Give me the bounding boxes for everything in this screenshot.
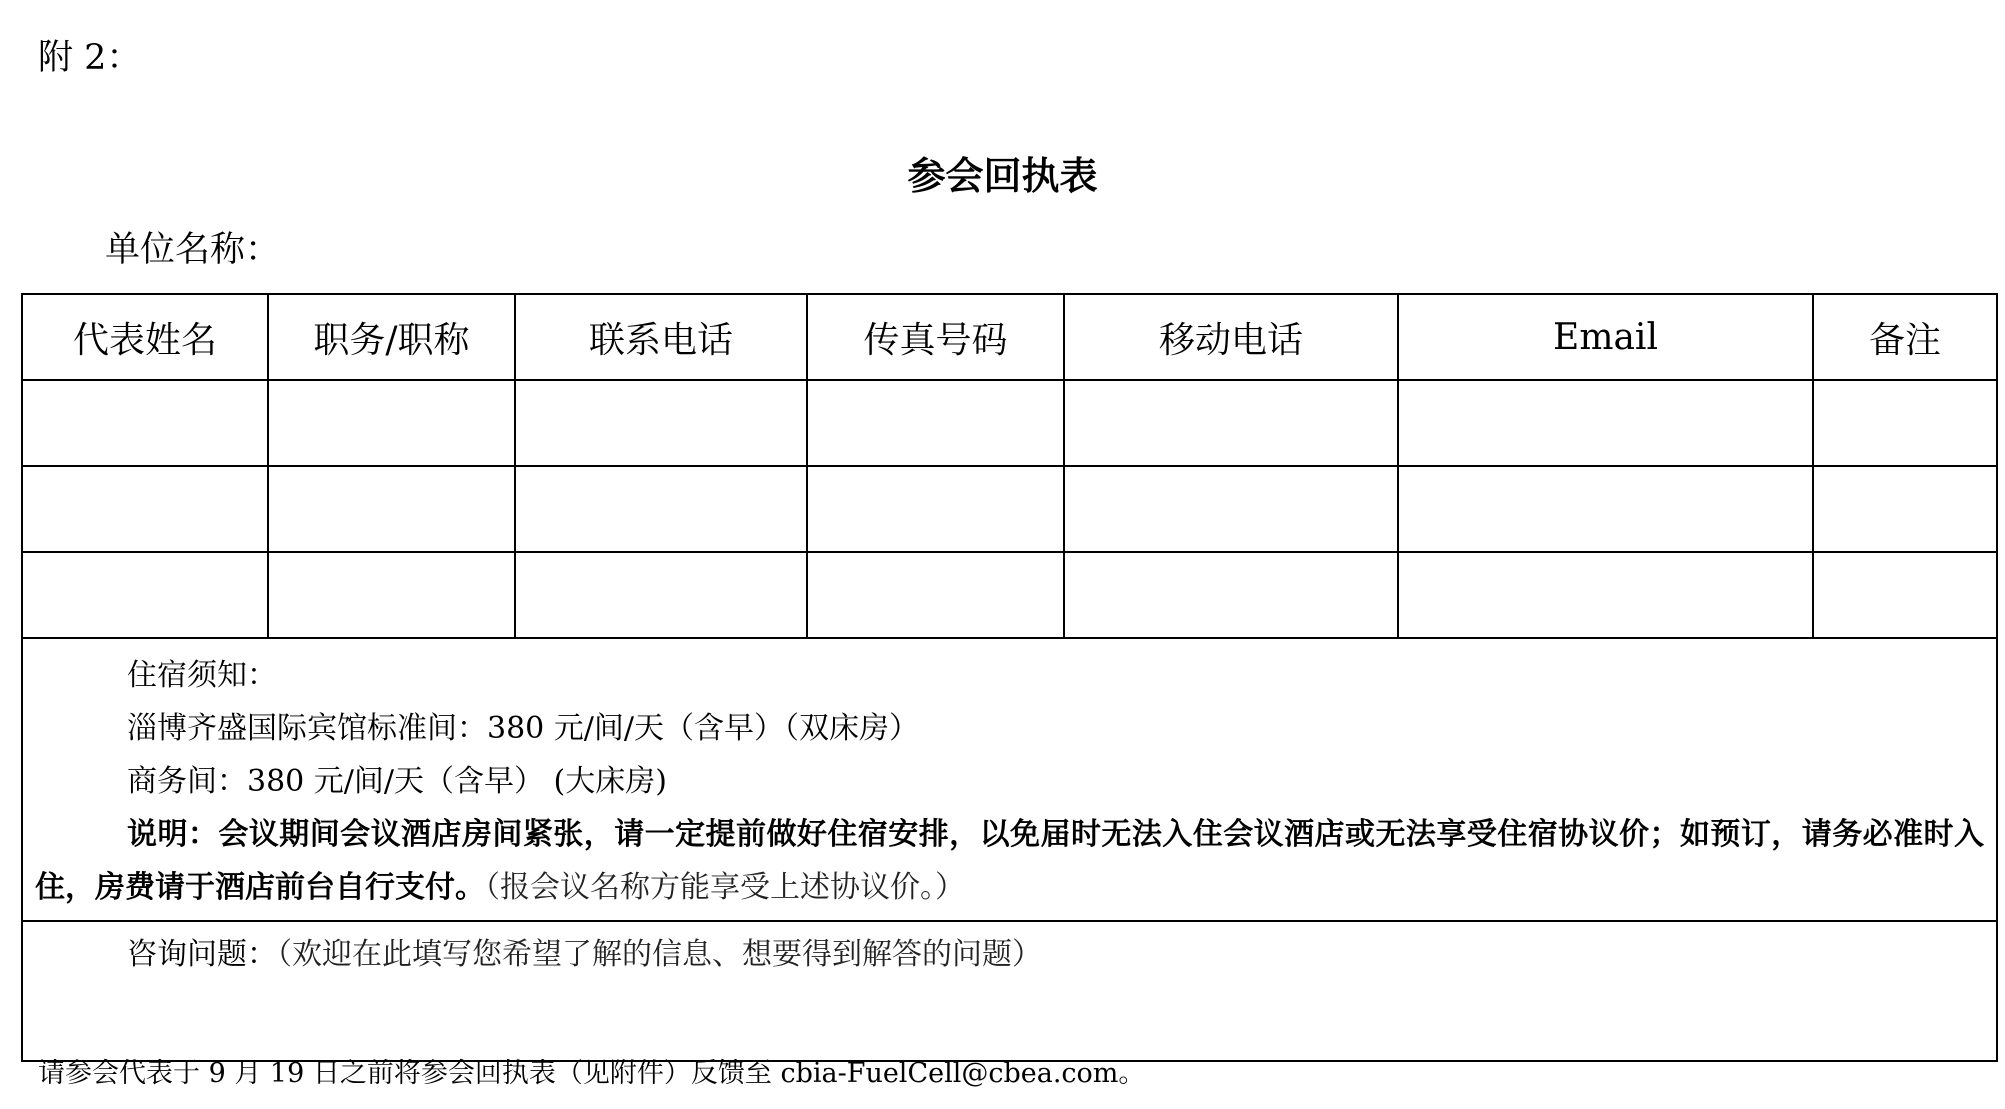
cell-email-input[interactable] bbox=[1398, 552, 1813, 638]
standard-room-price: 淄博齐盛国际宾馆标准间：380 元/间/天（含早）（双床房） bbox=[127, 711, 920, 746]
cell-email-input[interactable] bbox=[1398, 466, 1813, 552]
notice-description-bold: 说明：会议期间会议酒店房间紧张，请一定提前做好住宿安排，以免届时无法入住会议酒店或无法享受住宿协议价；如预订，请务必准时入住，房费请于酒店前台自行支付。 bbox=[35, 817, 1984, 905]
column-header-mobile: 移动电话 bbox=[1064, 294, 1398, 380]
table-row bbox=[22, 552, 1997, 638]
cell-phone-input[interactable] bbox=[515, 466, 807, 552]
cell-email-input[interactable] bbox=[1398, 380, 1813, 466]
cell-remarks-input[interactable] bbox=[1813, 380, 1997, 466]
cell-mobile-input[interactable] bbox=[1064, 466, 1398, 552]
cell-phone-input[interactable] bbox=[515, 380, 807, 466]
cell-title-input[interactable] bbox=[268, 380, 515, 466]
cell-title-input[interactable] bbox=[268, 466, 515, 552]
footer-instruction: 请参会代表于 9 月 19 日之前将参会回执表（见附件）反馈至 cbia-FuelCell@cbea.com。 bbox=[38, 1058, 1146, 1089]
consult-row bbox=[22, 921, 1997, 1061]
cell-remarks-input[interactable] bbox=[1813, 466, 1997, 552]
table-header-row bbox=[22, 294, 1997, 380]
cell-fax-input[interactable] bbox=[807, 380, 1064, 466]
unit-name-label: 单位名称： bbox=[105, 230, 281, 270]
column-header-email: Email bbox=[1398, 294, 1813, 380]
consult-label: 咨询问题： bbox=[127, 937, 277, 972]
cell-remarks-input[interactable] bbox=[1813, 552, 1997, 638]
cell-name-input[interactable] bbox=[22, 552, 268, 638]
cell-fax-input[interactable] bbox=[807, 552, 1064, 638]
column-header-name: 代表姓名 bbox=[22, 294, 268, 380]
appendix-label: 附 2： bbox=[38, 38, 142, 78]
column-header-fax: 传真号码 bbox=[807, 294, 1064, 380]
column-header-phone: 联系电话 bbox=[515, 294, 807, 380]
cell-mobile-input[interactable] bbox=[1064, 380, 1398, 466]
column-header-remarks: 备注 bbox=[1813, 294, 1997, 380]
table-row bbox=[22, 380, 1997, 466]
accommodation-notice-cell bbox=[22, 638, 1997, 921]
cell-fax-input[interactable] bbox=[807, 466, 1064, 552]
registration-table bbox=[21, 293, 1998, 1062]
consult-hint: （欢迎在此填写您希望了解的信息、想要得到解答的问题） bbox=[277, 937, 1042, 972]
notice-description-note: （报会议名称方能享受上述协议价。） bbox=[485, 870, 965, 905]
table-row bbox=[22, 466, 1997, 552]
column-header-title: 职务/职称 bbox=[268, 294, 515, 380]
cell-title-input[interactable] bbox=[268, 552, 515, 638]
page-title: 参会回执表 bbox=[907, 153, 1098, 198]
consult-question-cell[interactable] bbox=[22, 921, 1997, 1061]
notice-heading: 住宿须知： bbox=[127, 658, 277, 693]
business-room-price: 商务间：380 元/间/天（含早） (大床房) bbox=[127, 764, 667, 799]
cell-phone-input[interactable] bbox=[515, 552, 807, 638]
accommodation-notice-row bbox=[22, 638, 1997, 921]
cell-name-input[interactable] bbox=[22, 466, 268, 552]
cell-name-input[interactable] bbox=[22, 380, 268, 466]
cell-mobile-input[interactable] bbox=[1064, 552, 1398, 638]
notice-description bbox=[35, 808, 1984, 914]
